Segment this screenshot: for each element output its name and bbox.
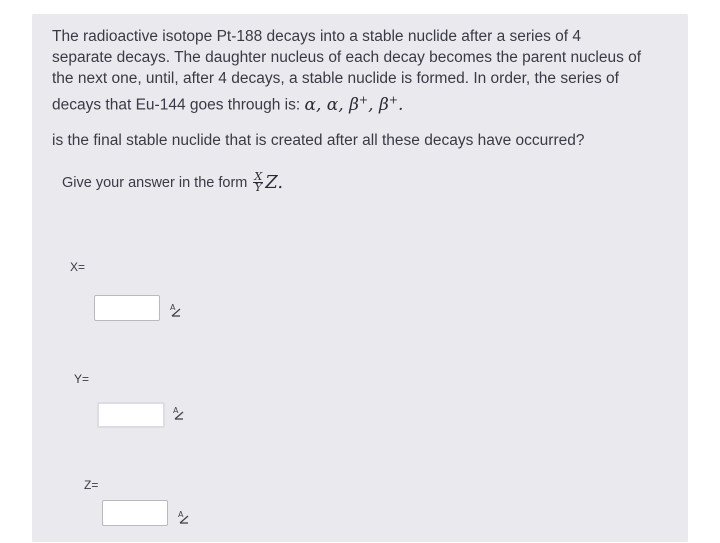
- svg-text:A: A: [173, 406, 179, 415]
- decay-beta-sign: +: [388, 93, 398, 106]
- z-label: Z=: [84, 478, 99, 492]
- svg-text:A: A: [170, 303, 176, 312]
- decay-end: .: [397, 94, 404, 115]
- y-label: Y=: [74, 372, 90, 386]
- decay-alpha: α,: [326, 94, 344, 115]
- form-symbol: Z.: [265, 172, 284, 193]
- answer-form-hint: [62, 172, 283, 193]
- decay-alpha: α,: [304, 94, 322, 115]
- paragraph-line: The radioactive isotope Pt-188 decays into a stable nuclide after a series of 4: [52, 28, 582, 45]
- paragraph-line-decays: [52, 89, 652, 116]
- equation-editor-icon[interactable]: [169, 303, 183, 317]
- y-answer-input[interactable]: [97, 402, 165, 428]
- equation-editor-icon[interactable]: [177, 510, 191, 524]
- paragraph-line: decays that Eu-144 goes through is:: [52, 96, 301, 114]
- decay-separator: ,: [368, 94, 374, 115]
- paragraph-line: the next one, until, after 4 decays, a stable nuclide is formed. In order, the series of: [52, 70, 619, 87]
- decay-beta: β: [349, 94, 359, 115]
- decay-beta-sign: +: [358, 93, 369, 106]
- x-label: X=: [70, 260, 86, 274]
- question-paragraph: [52, 26, 652, 116]
- form-denominator: Y: [254, 181, 262, 194]
- x-answer-input[interactable]: [94, 295, 160, 321]
- question-panel: [32, 14, 688, 542]
- form-numerator: X: [254, 170, 263, 183]
- decay-beta: β: [378, 94, 389, 115]
- z-answer-input[interactable]: [102, 500, 168, 526]
- equation-editor-icon[interactable]: [172, 406, 186, 420]
- paragraph-line: separate decays. The daughter nucleus of each decay becomes the parent nucleus of: [52, 49, 642, 66]
- question-prompt: is the final stable nuclide that is created after all these decays have occurred?: [52, 132, 585, 149]
- decay-sequence: [304, 95, 403, 115]
- form-fraction: [253, 172, 263, 193]
- svg-text:A: A: [178, 510, 184, 519]
- form-text: Give your answer in the form: [62, 174, 248, 191]
